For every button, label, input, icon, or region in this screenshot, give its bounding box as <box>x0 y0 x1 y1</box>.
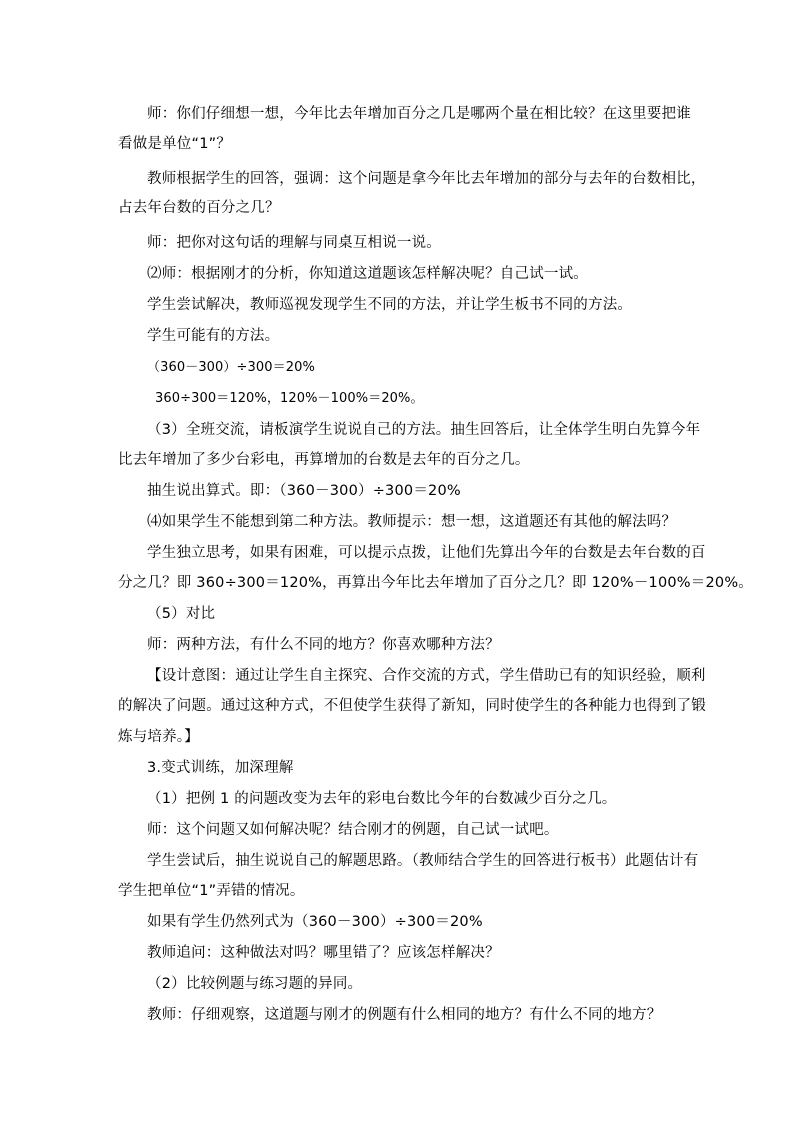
paragraph-line-7: 学生尝试解决，教师巡视发现学生不同的方法，并让学生板书不同的方法。 <box>147 297 633 313</box>
formula-line-2: 360÷300＝120%，120%－100%＝20%。 <box>155 391 424 406</box>
paragraph-line-16: 师：两种方法，有什么不同的地方？你喜欢哪种方法？ <box>147 637 500 653</box>
paragraph-line-2: 看做是单位“1”？ <box>118 136 232 152</box>
paragraph-line-1: 师：你们仔细想一想，今年比去年增加百分之几是哪两个量在相比较？在这里要把谁 <box>147 106 691 122</box>
paragraph-line-23: 学生把单位“1”弄错的情况。 <box>118 883 305 899</box>
paragraph-line-18: 的解决了问题。通过这种方式，不但使学生获得了新知，同时使学生的各种能力也得到了锻 <box>118 698 706 714</box>
section-heading-3: 3.变式训练，加深理解 <box>147 760 294 776</box>
paragraph-line-5: 师：把你对这句话的理解与同桌互相说一说。 <box>147 235 441 251</box>
paragraph-line-20: （1）把例 1 的问题改变为去年的彩电台数比今年的台数减少百分之几。 <box>147 791 617 807</box>
paragraph-line-13: 学生独立思考，如果有困难，可以提示点拨，让他们先算出今年的台数是去年台数的百 <box>147 545 706 561</box>
paragraph-line-25: 教师追问：这种做法对吗？哪里错了？应该怎样解决？ <box>147 945 500 961</box>
paragraph-line-15: （5）对比 <box>147 606 216 622</box>
paragraph-line-8: 学生可能有的方法。 <box>147 328 280 344</box>
paragraph-line-27: 教师：仔细观察，这道题与刚才的例题有什么相同的地方？有什么不同的地方？ <box>147 1007 662 1023</box>
paragraph-line-12: ⑷如果学生不能想到第二种方法。教师提示：想一想，这道题还有其他的解法吗？ <box>147 514 677 530</box>
paragraph-line-6: ⑵师：根据刚才的分析，你知道这道题该怎样解决呢？自己试一试。 <box>147 266 588 282</box>
paragraph-line-19: 炼与培养。】 <box>118 729 199 745</box>
formula-line-1: （360－300）÷300＝20% <box>147 360 315 375</box>
paragraph-line-9: （3）全班交流，请板演学生说说自己的方法。抽生回答后，让全体学生明白先算今年 <box>147 422 701 438</box>
paragraph-line-4: 占去年台数的百分之几？ <box>118 200 280 216</box>
paragraph-line-3: 教师根据学生的回答，强调：这个问题是拿今年比去年增加的部分与去年的台数相比， <box>147 171 706 187</box>
paragraph-line-21: 师：这个问题又如何解决呢？结合刚才的例题，自己试一试吧。 <box>147 822 559 838</box>
paragraph-line-24: 如果有学生仍然列式为（360－300）÷300＝20% <box>147 914 483 930</box>
paragraph-line-14: 分之几？即 360÷300＝120%，再算出今年比去年增加了百分之几？即 120%－100%＝20%。 <box>118 575 754 591</box>
paragraph-line-17: 【设计意图：通过让学生自主探究、合作交流的方式，学生借助已有的知识经验，顺利 <box>147 668 706 684</box>
paragraph-line-11: 抽生说出算式。即：（360－300）÷300＝20% <box>147 483 461 499</box>
paragraph-line-26: （2）比较例题与练习题的异同。 <box>147 976 363 992</box>
paragraph-line-22: 学生尝试后，抽生说说自己的解题思路。（教师结合学生的回答进行板书）此题估计有 <box>147 853 699 869</box>
paragraph-line-10: 比去年增加了多少台彩电，再算增加的台数是去年的百分之几。 <box>118 452 530 468</box>
